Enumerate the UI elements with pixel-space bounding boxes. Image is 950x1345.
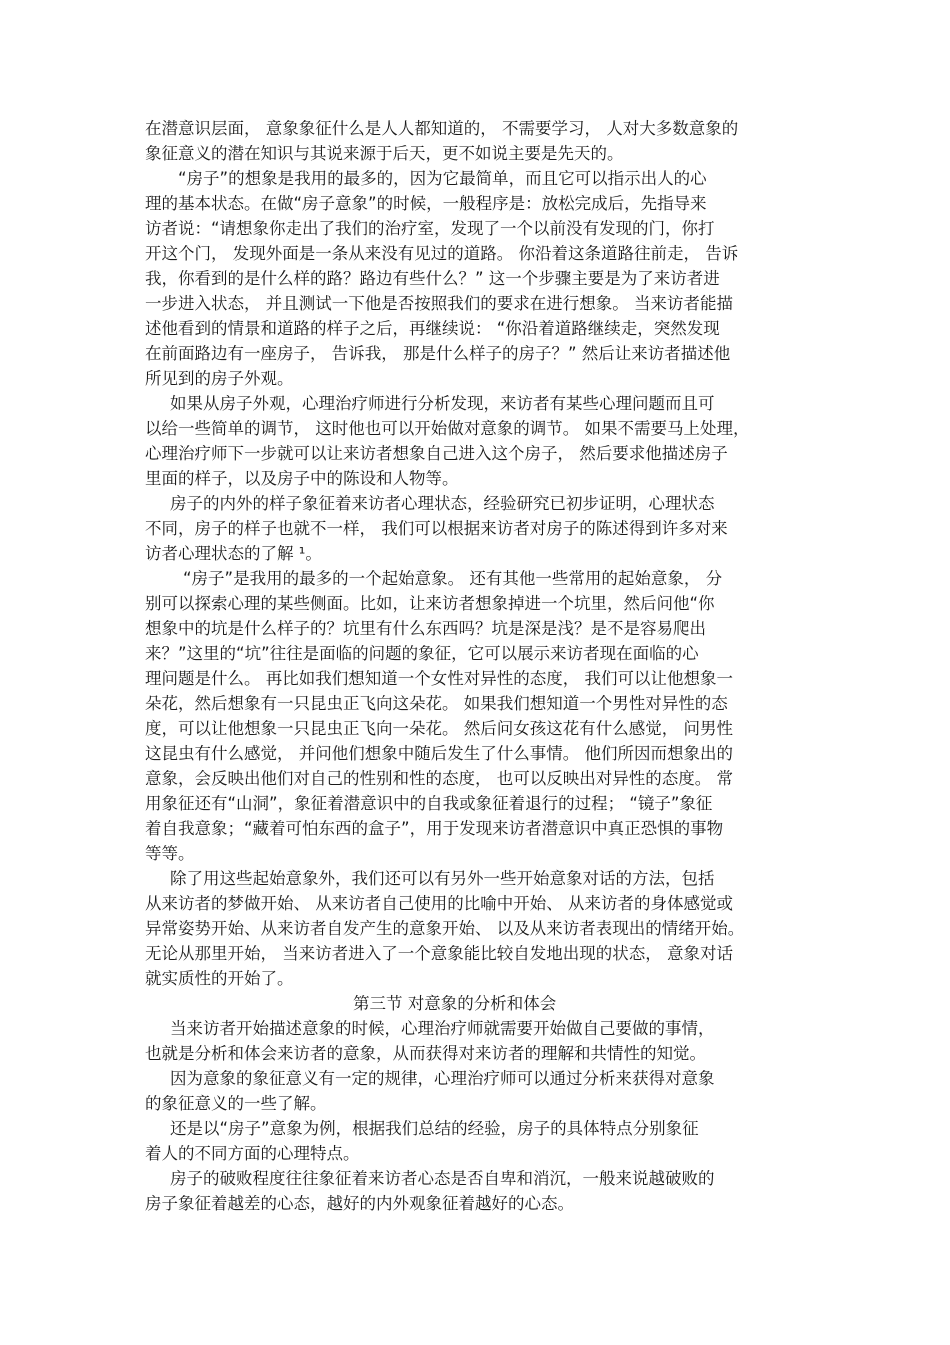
text-line: 用象征还有“山洞”，象征着潜意识中的自我或象征着退行的过程； “镜子”象征 bbox=[145, 794, 713, 813]
text-line: 的象征意义的一些了解。 bbox=[145, 1094, 327, 1113]
text-line: 不同，房子的样子也就不一样， 我们可以根据来访者对房子的陈述得到许多对来 bbox=[145, 519, 728, 538]
text-line: 我，你看到的是什么样的路？路边有些什么？” 这一个步骤主要是为了来访者进 bbox=[145, 269, 720, 288]
text-line: 还是以“房子”意象为例，根据我们总结的经验，房子的具体特点分别象征 bbox=[170, 1119, 699, 1138]
section-heading: 第三节 对意象的分析和体会 bbox=[353, 994, 557, 1013]
text-line: 述他看到的情景和道路的样子之后，再继续说： “你沿着道路继续走，突然发现 bbox=[145, 319, 720, 338]
text-line: 异常姿势开始、从来访者自发产生的意象开始、 以及从来访者表现出的情绪开始。 bbox=[145, 919, 745, 938]
text-line: 里面的样子，以及房子中的陈设和人物等。 bbox=[145, 469, 459, 488]
text-line: 房子的内外的样子象征着来访者心理状态，经验研究已初步证明，心理状态 bbox=[170, 494, 715, 513]
text-line: 朵花，然后想象有一只昆虫正飞向这朵花。 如果我们想知道一个男性对异性的态 bbox=[145, 694, 728, 713]
text-line: 着自我意象；“藏着可怕东西的盒子”，用于发现来访者潜意识中真正恐惧的事物 bbox=[145, 819, 724, 838]
text-line: 度，可以让他想象一只昆虫正飞向一朵花。 然后问女孩这花有什么感觉， 问男性 bbox=[145, 719, 733, 738]
text-line: 开这个门， 发现外面是一条从来没有见过的道路。 你沿着这条道路往前走， 告诉 bbox=[145, 244, 739, 263]
text-line: 在潜意识层面， 意象象征什么是人人都知道的， 不需要学习， 人对大多数意象的 bbox=[145, 119, 739, 138]
text-line: 因为意象的象征意义有一定的规律，心理治疗师可以通过分析来获得对意象 bbox=[170, 1069, 715, 1088]
text-line: 理的基本状态。在做“房子意象”的时候，一般程序是：放松完成后，先指导来 bbox=[145, 194, 707, 213]
text-line: 等等。 bbox=[145, 844, 195, 863]
text-line: “房子”是我用的最多的一个起始意象。 还有其他一些常用的起始意象， 分 bbox=[183, 569, 723, 588]
text-line: 房子象征着越差的心态，越好的内外观象征着越好的心态。 bbox=[145, 1194, 574, 1213]
text-line: 心理治疗师下一步就可以让来访者想象自己进入这个房子， 然后要求他描述房子 bbox=[145, 444, 728, 463]
text-line: 以给一些简单的调节， 这时他也可以开始做对意象的调节。 如果不需要马上处理， bbox=[145, 419, 750, 438]
text-line: 从来访者的梦做开始、 从来访者自己使用的比喻中开始、 从来访者的身体感觉或 bbox=[145, 894, 733, 913]
text-line: 也就是分析和体会来访者的意象，从而获得对来访者的理解和共情性的知觉。 bbox=[145, 1044, 706, 1063]
text-line: 房子的破败程度往往象征着来访者心态是否自卑和消沉，一般来说越破败的 bbox=[170, 1169, 715, 1188]
text-line: 如果从房子外观，心理治疗师进行分析发现，来访者有某些心理问题而且可 bbox=[170, 394, 715, 413]
text-line: 无论从那里开始， 当来访者进入了一个意象能比较自发地出现的状态， 意象对话 bbox=[145, 944, 733, 963]
text-line: 想象中的坑是什么样子的？坑里有什么东西吗？坑是深是浅？是不是容易爬出 bbox=[145, 619, 706, 638]
text-line: 访者心理状态的了解 ¹。 bbox=[145, 544, 322, 563]
text-line: 所见到的房子外观。 bbox=[145, 369, 294, 388]
text-line: 这昆虫有什么感觉， 并问他们想象中随后发生了什么事情。 他们所因而想象出的 bbox=[145, 744, 733, 763]
text-line: 来？”这里的“坑”往往是面临的问题的象征，它可以展示来访者现在面临的心 bbox=[145, 644, 699, 663]
text-line: 一步进入状态， 并且测试一下他是否按照我们的要求在进行想象。 当来访者能描 bbox=[145, 294, 733, 313]
text-line: 在前面路边有一座房子， 告诉我， 那是什么样子的房子？” 然后让来访者描述他 bbox=[145, 344, 731, 363]
text-line: 就实质性的开始了。 bbox=[145, 969, 294, 988]
text-line: 访者说：“请想象你走出了我们的治疗室，发现了一个以前没有发现的门，你打 bbox=[145, 219, 715, 238]
text-line: 除了用这些起始意象外，我们还可以有另外一些开始意象对话的方法，包括 bbox=[170, 869, 715, 888]
text-line: 意象，会反映出他们对自己的性别和性的态度， 也可以反映出对异性的态度。 常 bbox=[145, 769, 733, 788]
text-line: 别可以探索心理的某些侧面。比如，让来访者想象掉进一个坑里，然后问他“你 bbox=[145, 594, 715, 613]
text-line: “房子”的想象是我用的最多的，因为它最简单，而且它可以指示出人的心 bbox=[178, 169, 707, 188]
text-line: 理问题是什么。 再比如我们想知道一个女性对异性的态度， 我们可以让他想象一 bbox=[145, 669, 733, 688]
text-line: 当来访者开始描述意象的时候，心理治疗师就需要开始做自己要做的事情， bbox=[170, 1019, 715, 1038]
text-line: 象征意义的潜在知识与其说来源于后天，更不如说主要是先天的。 bbox=[145, 144, 624, 163]
text-line: 着人的不同方面的心理特点。 bbox=[145, 1144, 360, 1163]
